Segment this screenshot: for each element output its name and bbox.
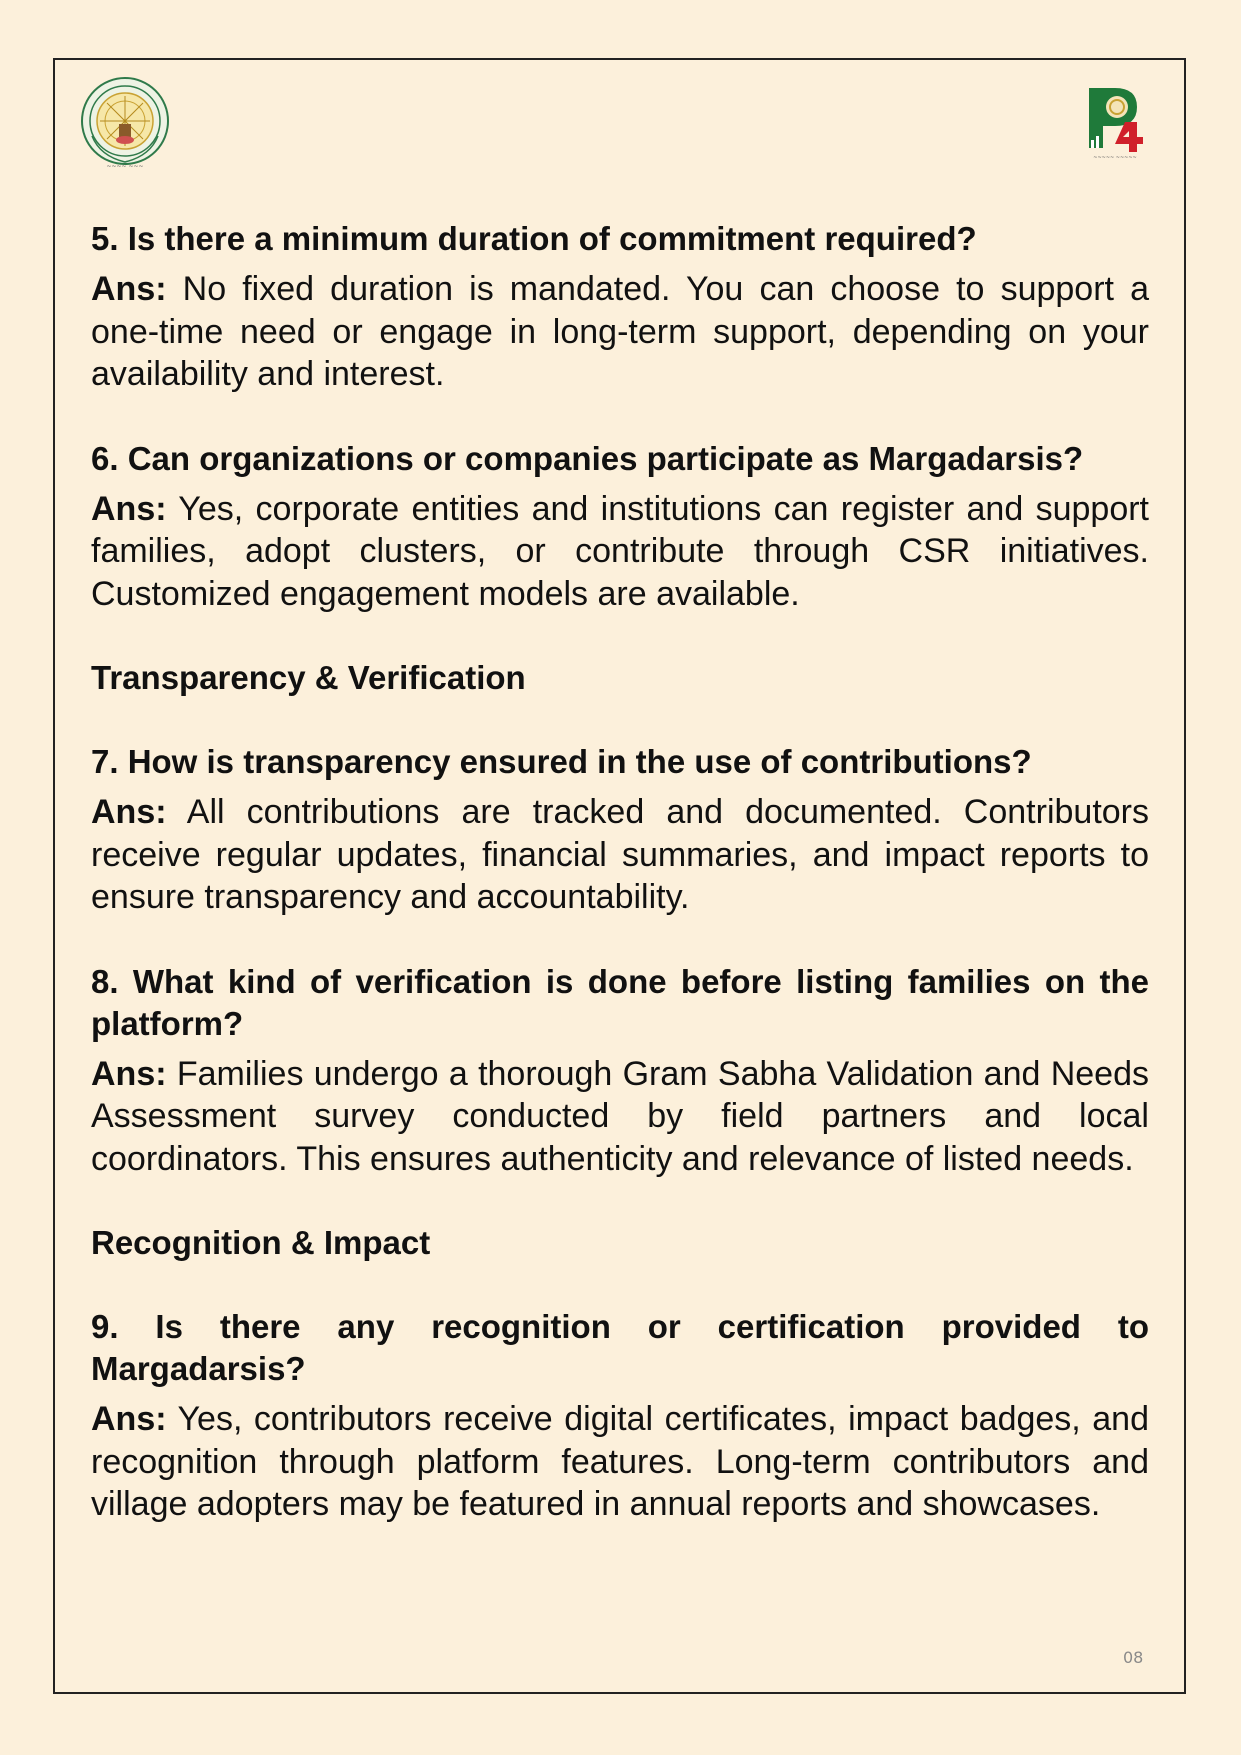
faq-answer-7	[91, 791, 1149, 919]
faq-item-9	[91, 1306, 1149, 1526]
faq-answer-5	[91, 268, 1149, 396]
faq-item-6	[91, 438, 1149, 616]
answer-text: All contributions are tracked and documented. Contributors receive regular updates, financial summaries, and impact reports to ensure transparency and accountability.	[91, 793, 1149, 916]
faq-question-8: 8. What kind of verification is done before listing families on the platform?	[91, 962, 1149, 1042]
faq-question-9: 9. Is there any recognition or certification provided to Margadarsis?	[91, 1308, 1149, 1387]
faq-answer-9	[91, 1398, 1149, 1526]
answer-text: Yes, corporate entities and institutions can register and support families, adopt clusters, or contribute through CSR initiatives. Customized engagement models are available.	[91, 489, 1149, 613]
ans-label: Ans:	[91, 1400, 167, 1438]
answer-text: Families undergo a thorough Gram Sabha Validation and Needs Assessment survey conducted by field partners and local coordinators. This ensures authenticity and relevance of listed needs.	[91, 1054, 1149, 1178]
faq-question-5: 5. Is there a minimum duration of commitment required?	[91, 220, 977, 257]
ans-label: Ans:	[91, 1054, 167, 1093]
svg-text:~~~~~ ~~~~~: ~~~~~ ~~~~~	[1093, 155, 1137, 161]
p4-logo	[1085, 86, 1151, 162]
state-emblem-logo	[80, 76, 170, 170]
ans-label: Ans:	[91, 793, 167, 831]
faq-item-7	[91, 741, 1149, 919]
faq-answer-6	[91, 488, 1149, 616]
ans-label: Ans:	[91, 270, 167, 308]
section-heading-transparency: Transparency & Verification	[91, 659, 526, 696]
svg-text:~~~~ ~~~: ~~~~ ~~~	[106, 163, 144, 170]
faq-question-7: 7. How is transparency ensured in the use of contributions?	[91, 743, 1032, 780]
ans-label: Ans:	[91, 489, 167, 528]
faq-question-6: 6. Can organizations or companies participate as Margadarsis?	[91, 439, 1084, 477]
page-number: 08	[1123, 1648, 1144, 1667]
section-heading-recognition: Recognition & Impact	[91, 1224, 431, 1261]
answer-text: Yes, contributors receive digital certificates, impact badges, and recognition through platform features. Long-term contributors and village adopters may be featured in annual reports and showcases.	[91, 1400, 1149, 1523]
faq-item-8	[91, 961, 1149, 1181]
faq-content	[91, 218, 1149, 1526]
answer-text: No fixed duration is mandated. You can choose to support a one-time need or engage in long-term support, depending on your availability and interest.	[91, 270, 1149, 393]
faq-item-5	[91, 218, 1149, 396]
faq-answer-8	[91, 1053, 1149, 1181]
